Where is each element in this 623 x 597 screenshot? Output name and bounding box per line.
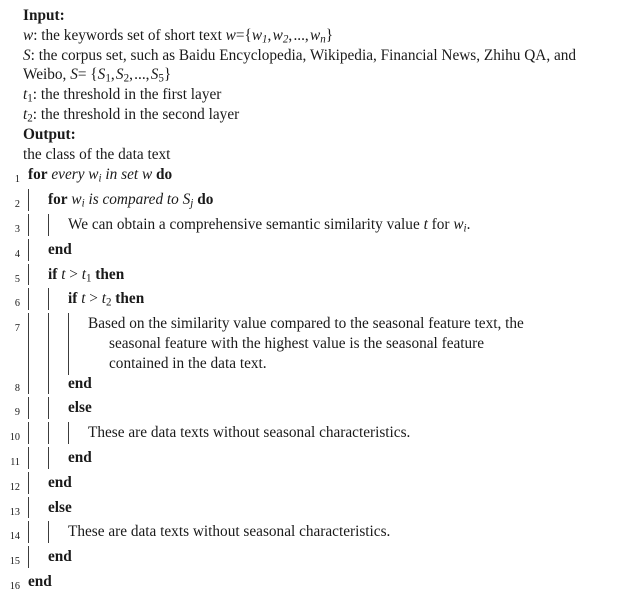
output-label: Output: <box>23 125 76 143</box>
line-number: 2 <box>14 199 20 211</box>
line-content <box>20 522 621 542</box>
line-content <box>20 398 621 418</box>
input-corpus-set: S: the corpus set, such as Baidu Encyclopedia, Wikipedia, Financial News, Zhihu QA, and Weibo, $S= \{S_1$, $S_2$, ..., $S_5$} <box>23 46 577 85</box>
indent-guide <box>28 314 48 373</box>
indent-guide <box>48 215 68 235</box>
keyword-else: else <box>48 498 72 516</box>
line-number: 16 <box>9 580 20 592</box>
indent-guide <box>28 265 48 285</box>
output-class-of-data-text: the class of the data text <box>23 145 171 163</box>
indent-guide <box>28 448 48 468</box>
keyword-end: end <box>48 548 72 566</box>
line-content <box>20 423 621 443</box>
indent-guide <box>48 448 68 468</box>
line-number: 13 <box>9 506 20 518</box>
algorithm-line <box>0 547 621 572</box>
wrap-line: Based on the similarity value compared to the seasonal feature text, the <box>88 315 524 333</box>
indent-guide <box>28 215 48 235</box>
keyword-else: else <box>68 399 92 417</box>
indent-guide <box>48 289 68 309</box>
keyword-end: end <box>48 473 72 491</box>
indent-guide <box>28 398 48 418</box>
line-number: 10 <box>9 432 20 444</box>
algorithm-line <box>0 374 621 399</box>
input-threshold-second: $t_2$: the threshold in the second layer <box>23 105 240 125</box>
line-number: 1 <box>14 174 20 186</box>
line-number: 3 <box>14 223 20 235</box>
algorithm-line <box>0 423 621 448</box>
algorithm-line <box>0 265 621 290</box>
line-number: 7 <box>14 323 20 335</box>
algorithm-line <box>0 522 621 547</box>
line-content <box>20 572 621 592</box>
indent-guide <box>48 522 68 542</box>
indent-guide <box>28 240 48 260</box>
indent-guide <box>68 423 88 443</box>
algorithm-lines <box>0 165 621 596</box>
algorithm-line <box>0 498 621 523</box>
line-content <box>20 498 621 518</box>
line-content <box>20 314 621 373</box>
indent-guide <box>48 423 68 443</box>
line-content <box>20 448 621 468</box>
indent-guide <box>28 190 48 210</box>
line-content: if $t > t_2$ then <box>20 289 621 309</box>
keyword-end: end <box>28 572 52 590</box>
wrap-line: seasonal feature with the highest value is the seasonal feature <box>109 334 485 352</box>
line-content: We can obtain a comprehensive semantic similarity value t for $w_i$. <box>20 215 621 235</box>
line-number: 8 <box>14 382 20 394</box>
line-content <box>20 473 621 493</box>
algorithm-line <box>0 289 621 314</box>
indent-guide <box>48 314 68 373</box>
line-number: 6 <box>14 298 20 310</box>
indent-guide <box>28 289 48 309</box>
line-content: for every $w_i$ in set w do <box>28 166 173 185</box>
input-keywords-set: w: the keywords set of short text $w=\{w_1$, $w_2$, ..., $w_n$} <box>23 26 334 46</box>
line-number: 5 <box>14 273 20 285</box>
line-number: 15 <box>9 556 20 568</box>
algorithm-line <box>0 473 621 498</box>
indent-guide <box>28 473 48 493</box>
line-content: for $w_i$ is compared to $S_j$ do <box>20 190 621 210</box>
line-number: 11 <box>10 456 20 468</box>
algorithm-line <box>0 448 621 473</box>
indent-guide <box>28 522 48 542</box>
keyword-end: end <box>68 448 92 466</box>
statement-text: These are data texts without seasonal characteristics. <box>88 424 411 442</box>
keyword-end: end <box>48 240 72 258</box>
line-number: 12 <box>9 481 20 493</box>
algorithm-line <box>0 240 621 265</box>
line-content <box>20 240 621 260</box>
line-number: 9 <box>14 407 20 419</box>
line-number: 4 <box>14 248 20 260</box>
algorithm-line <box>0 572 621 597</box>
line-content: if $t > t_1$ then <box>20 265 621 285</box>
algorithm-line <box>0 314 621 373</box>
indent-guide <box>48 398 68 418</box>
line-wrapped-text <box>88 314 615 373</box>
algorithm-line <box>0 165 621 190</box>
algorithm-line <box>0 398 621 423</box>
line-number: 14 <box>9 531 20 543</box>
line-content <box>20 547 621 567</box>
indent-guide <box>28 498 48 518</box>
indent-guide <box>28 374 48 394</box>
indent-guide <box>28 423 48 443</box>
keyword-end: end <box>68 374 92 392</box>
algorithm-line <box>0 215 621 240</box>
statement-text: These are data texts without seasonal characteristics. <box>68 523 391 541</box>
wrap-line: contained in the data text. <box>109 354 267 372</box>
algorithm-preamble <box>0 6 621 164</box>
indent-guide <box>48 374 68 394</box>
algorithm-line <box>0 190 621 215</box>
indent-guide <box>28 547 48 567</box>
input-threshold-first: $t_1$: the threshold in the first layer <box>23 86 222 105</box>
input-label: Input: <box>23 7 65 24</box>
line-content <box>20 374 621 394</box>
indent-guide <box>68 314 88 373</box>
